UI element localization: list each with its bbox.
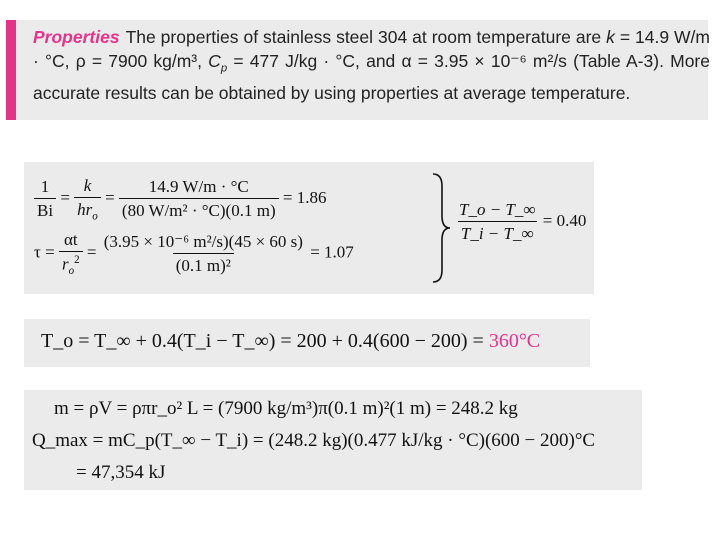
accent-bar [6,20,16,120]
fourier-equation: τ = $\frac{\alpha t}{r_o^2}$ = $\frac{\text{(3.95 × 10⁻⁶ m²/s)(45 × 60 s)}}{\text{(0.1 m)²}}$ = 1.07 [34,230,354,278]
center-temperature-equation: T_o = T_∞ + 0.4(T_i − T_∞) = 200 + 0.4(600 − 200) = 360°C [41,330,541,352]
properties-heading: Properties [33,27,120,47]
qmax-equation: Q_max = mC_p(T_∞ − T_i) = (248.2 kg)(0.477 kJ/kg · °C)(600 − 200)°C [32,430,596,451]
qmax-result: = 47,354 kJ [76,462,166,483]
mass-equation: m = ρV = ρπr_o² L = (7900 kg/m³)π(0.1 m)²(1 m) = 248.2 kg [54,398,518,419]
dimensionless-numbers-panel [24,162,594,294]
biot-equation: $\frac{1}{Bi}$ = $\frac{k}{hr_o}$ = $\frac{14.9 W/m \cdot ^\circ C}{\text{(80 W/m² · °C)(0.1 m)}}$ = 1.86 [34,176,326,222]
energy-panel [24,390,642,490]
properties-paragraph: Properties The properties of stainless steel 304 at room temperature are k = 14.9 W/m · °C, ρ = 7900 kg/m³, $C_p = 477$ J/kg · °C, and α = 3.95 × 10⁻⁶ m²/s (Table A-3). More accurate results can be obtained by using properties at average temperature. [33,27,710,103]
properties-box [6,20,708,120]
center-temperature-answer: 360°C [488,330,541,352]
center-temperature-panel [24,319,590,367]
temperature-ratio-equation: $\frac{T\_o - T\_\infty}{T\_i - T\_\infty}$ = 0.40 [459,200,587,243]
right-brace-icon [430,172,452,284]
